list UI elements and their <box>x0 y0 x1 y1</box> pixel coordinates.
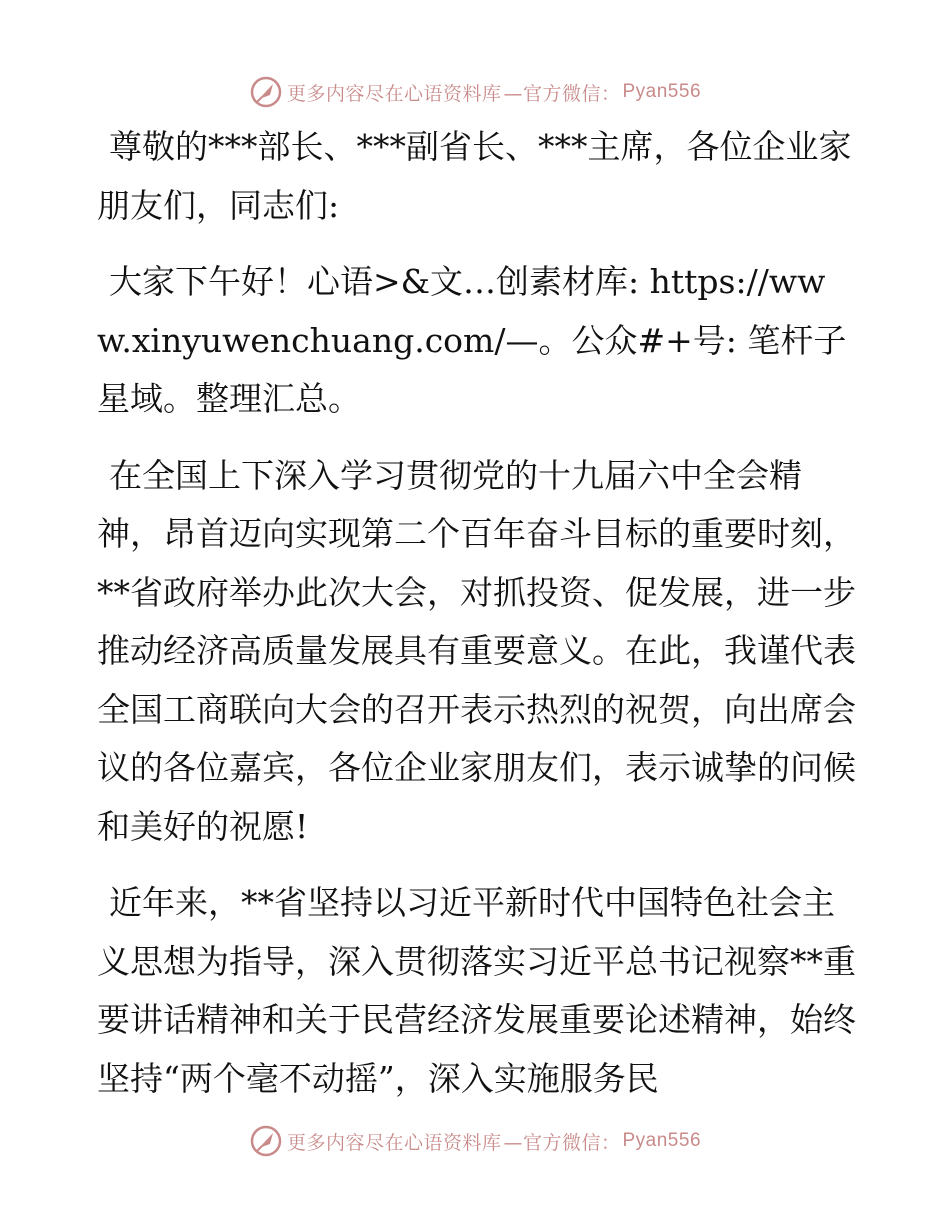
watermark-wechat-id: Pyan556 <box>622 1130 702 1151</box>
watermark-main-text: 更多内容尽在心语资料库 <box>286 82 502 105</box>
document-body <box>97 118 857 1108</box>
quill-logo-icon <box>249 1124 283 1158</box>
watermark-sub-text: —官方微信： <box>503 1131 621 1154</box>
quill-logo-icon <box>249 75 283 109</box>
watermark-wechat-id: Pyan556 <box>622 81 702 102</box>
paragraph-salutation: 尊敬的***部长、***副省长、***主席，各位企业家朋友们，同志们: <box>97 127 852 225</box>
watermark-sub-text: —官方微信： <box>503 82 621 105</box>
watermark-main-text: 更多内容尽在心语资料库 <box>286 1131 502 1154</box>
paragraph-congratulation: 在全国上下深入学习贯彻党的十九届六中全会精神，昂首迈向实现第二个百年奋斗目标的重要时刻，**省政府举办此次大会，对抓投资、促发展，进一步推动经济高质量发展具有重要意义。在此，我谨代表全国工商联向大会的召开表示热烈的祝贺，向出席会议的各位嘉宾，各位企业家朋友们，表示诚挚的问候和美好的祝愿! <box>97 455 856 846</box>
footer-watermark <box>0 1121 950 1161</box>
paragraph-recent-years: 近年来，**省坚持以习近平新时代中国特色社会主义思想为指导，深入贯彻落实习近平总书记视察**重要讲话精神和关于民营经济发展重要论述精神，始终坚持“两个毫不动摇”，深入实施服务民 <box>97 883 856 1098</box>
paragraph-greeting: 大家下午好！心语>&文…创素材库: https://www.xinyuwenchuang.com/—。公众#+号: 笔杆子星域。整理汇总。 <box>97 262 847 418</box>
header-watermark <box>0 72 950 112</box>
